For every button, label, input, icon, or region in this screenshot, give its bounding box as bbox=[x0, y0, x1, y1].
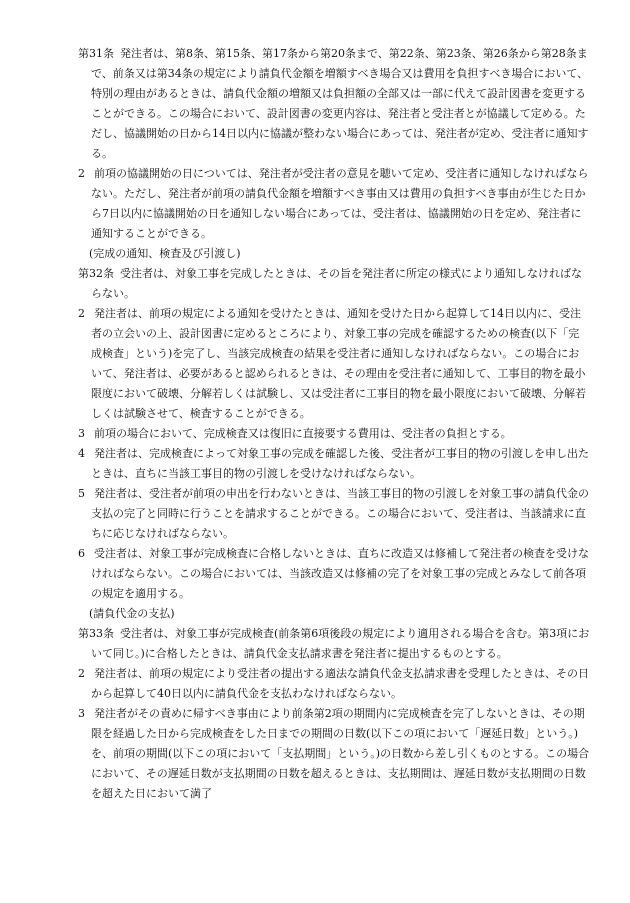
block-text: 前項の場合において、完成検査又は復旧に直接要する費用は、受注者の負担とする。 bbox=[94, 427, 512, 440]
paragraph-number: 3 bbox=[78, 427, 85, 440]
section-caption bbox=[78, 244, 590, 264]
block-text: 発注者は、第8条、第15条、第17条から第20条まで、第22条、第23条、第26条から第28条まで、前条又は第34条の規定により請負代金額を増額すべき場合又は費用を負担すべき場合において、特別の理由があるときは、請負代金額の増額又は負担額の全部又は一部に代えて設計図書を変更することができる。この場合において、設計図書の変更内容は、発注者と受注者とが協議して定める。ただし、協議開始の日から14日以内に協議が整わない場合にあっては、発注者が定め、受注者に通知する。 bbox=[91, 47, 589, 160]
block-text: 発注者がその責めに帰すべき事由により前条第2項の期間内に完成検査を完了しないときは、その期限を経過した日から完成検査をした日までの期間の日数(以下この項において「遅延日数」という。)を、前項の期間(以下この項において「支払期間」という。)の日数から差し引くものとする。この場合において、その遅延日数が支払期間の日数を超えるときは、支払期間は、遅延日数が支払期間の日数を超えた日において満了 bbox=[91, 707, 590, 800]
article-number: 第32条 bbox=[78, 267, 114, 280]
paragraph-block bbox=[78, 484, 590, 544]
paragraph-block bbox=[78, 664, 590, 704]
block-text: 受注者は、対象工事が完成検査に合格しないときは、直ちに改造又は修補して発注者の検査を受けなければならない。この場合においては、当該改造又は修補の完了を対象工事の完成とみなして前各項の規定を適用する。 bbox=[91, 547, 589, 600]
block-text: 受注者は、対象工事が完成検査(前条第6項後段の規定により適用される場合を含む。第3項において同じ。)に合格したときは、請負代金支払請求書を発注者に提出するものとする。 bbox=[91, 627, 590, 660]
article-number: 第33条 bbox=[78, 627, 114, 640]
paragraph-number: 4 bbox=[78, 447, 85, 460]
paragraph-number: 6 bbox=[78, 547, 85, 560]
paragraph-number: 5 bbox=[78, 487, 85, 500]
block-text: 前項の協議開始の日については、発注者が受注者の意見を聴いて定め、受注者に通知しなければならない。ただし、発注者が前項の請負代金額を増額すべき事由又は費用の負担すべき事由が生じた日から7日以内に協議開始の日を通知しない場合にあっては、受注者は、協議開始の日を定め、発注者に通知することができる。 bbox=[91, 167, 589, 240]
block-text: 発注者は、前項の規定による通知を受けたときは、通知を受けた日から起算して14日以内に、受注者の立会いの上、設計図書に定めるところにより、対象工事の完成を確認するための検査(以下「完成検査」という)を完了し、当該完成検査の結果を受注者に通知しなければならない。この場合において、発注者は、必要があると認められるときは、その理由を受注者に通知して、工事目的物を最小限度において破壊、分解若しくは試験し、又は受注者に工事目的物を最小限度において破壊、分解若しくは試験させて、検査することができる。 bbox=[91, 307, 586, 420]
block-text: (完成の通知、検査及び引渡し) bbox=[89, 247, 241, 260]
block-text: 発注者は、完成検査によって対象工事の完成を確認した後、受注者が工事目的物の引渡しを申し出たときは、直ちに当該工事目的物の引渡しを受けなければならない。 bbox=[91, 447, 589, 480]
block-text: 発注者は、前項の規定により受注者の提出する適法な請負代金支払請求書を受理したときは、その日から起算して40日以内に請負代金を支払わなければならない。 bbox=[91, 667, 589, 700]
paragraph-block bbox=[78, 424, 590, 444]
article-block bbox=[78, 264, 590, 304]
paragraph-number: 3 bbox=[78, 707, 85, 720]
paragraph-number: 2 bbox=[78, 667, 85, 680]
block-text: 発注者は、受注者が前項の申出を行わないときは、当該工事目的物の引渡しを対象工事の請負代金の支払の完了と同時に行うことを請求することができる。この場合において、受注者は、当該請求に直ちに応じなければならない。 bbox=[91, 487, 589, 540]
paragraph-block bbox=[78, 444, 590, 484]
paragraph-number: 2 bbox=[78, 307, 85, 320]
paragraph-block bbox=[78, 544, 590, 604]
article-block bbox=[78, 44, 590, 164]
article-number: 第31条 bbox=[78, 47, 114, 60]
article-block bbox=[78, 624, 590, 664]
paragraph-block bbox=[78, 704, 590, 804]
paragraph-number: 2 bbox=[78, 167, 85, 180]
block-text: 受注者は、対象工事を完成したときは、その旨を発注者に所定の様式により通知しなければならない。 bbox=[91, 267, 582, 300]
block-text: (請負代金の支払) bbox=[89, 607, 175, 620]
section-caption bbox=[78, 604, 590, 624]
paragraph-block bbox=[78, 164, 590, 244]
paragraph-block bbox=[78, 304, 590, 424]
